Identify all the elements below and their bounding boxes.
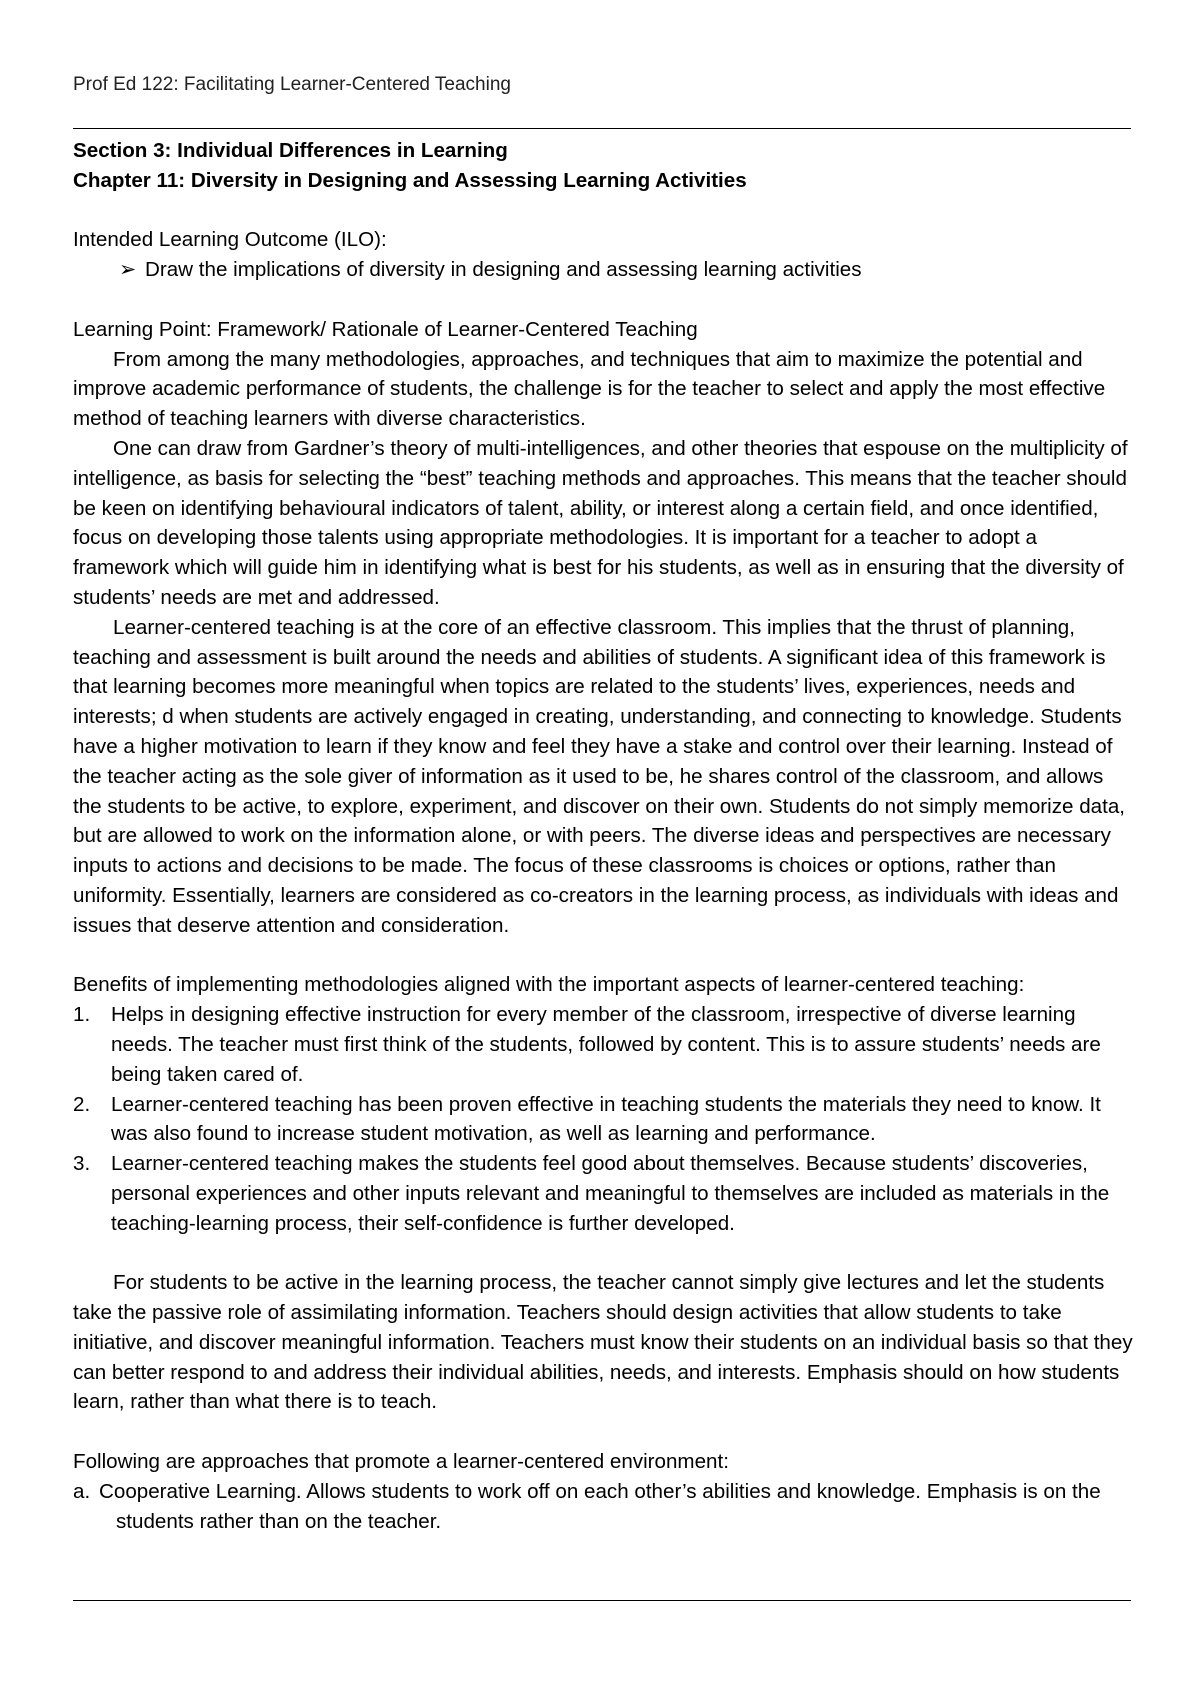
list-item-text: Helps in designing effective instruction for every member of the classroom, irrespective of diverse learning needs. The teacher must first think of the students, followed by content. This is to assure students’ needs are being taken cared of. xyxy=(111,1003,1101,1086)
running-header: Prof Ed 122: Facilitating Learner-Centered Teaching xyxy=(73,74,511,95)
spacer xyxy=(73,196,1133,226)
approaches-heading: Following are approaches that promote a learner-centered environment: xyxy=(73,1450,729,1474)
list-item-text: Cooperative Learning. Allows students to work off on each other’s abilities and knowledge. Emphasis is on the students rather than on the teacher. xyxy=(99,1479,1101,1533)
document-page xyxy=(73,0,1131,1696)
spacer xyxy=(73,1417,1133,1447)
list-item xyxy=(73,1000,1133,1089)
body-paragraph: For students to be active in the learning process, the teacher cannot simply give lectures and let the students take the passive role of assimilating information. Teachers should design activities that allow students to take initiative, and discover meaningful information. Teachers must know their students on an individual basis so that they can better respond to and address their individual abilities, needs, and interests. Emphasis should on how students learn, rather than what there is to teach. xyxy=(73,1271,1133,1414)
spacer xyxy=(73,1238,1133,1268)
ilo-item-text: Draw the implications of diversity in designing and assessing learning activities xyxy=(145,258,862,282)
list-item-text: Learner-centered teaching has been proven effective in teaching students the materials they need to know. It was also found to increase student motivation, as well as learning and performance. xyxy=(111,1092,1101,1146)
list-number: 2. xyxy=(73,1092,91,1116)
document-body xyxy=(73,136,1133,1536)
body-paragraph: One can draw from Gardner’s theory of multi-intelligences, and other theories that espouse on the multiplicity of intelligence, as basis for selecting the “best” teaching methods and approaches. This means that the teacher should be keen on identifying behavioural indicators of talent, ability, or interest along a certain field, and once identified, focus on developing those talents using appropriate methodologies. It is important for a teacher to adopt a framework which will guide him in identifying what is best for his students, as well as in ensuring that the diversity of students’ needs are met and addressed. xyxy=(73,436,1128,609)
arrow-bullet-icon: ➢ xyxy=(119,258,137,282)
learning-point-heading: Learning Point: Framework/ Rationale of Learner-Centered Teaching xyxy=(73,317,698,341)
list-item xyxy=(73,1477,1133,1537)
chapter-title: Chapter 11: Diversity in Designing and Assessing Learning Activities xyxy=(73,168,747,192)
list-item xyxy=(73,1149,1133,1238)
section-title: Section 3: Individual Differences in Learning xyxy=(73,139,508,162)
list-item xyxy=(73,1090,1133,1150)
spacer xyxy=(73,285,1133,315)
list-item-text: Learner-centered teaching makes the students feel good about themselves. Because students’ discoveries, personal experiences and other inputs relevant and meaningful to themselves are included as materials in the teaching-learning process, their self-confidence is further developed. xyxy=(111,1152,1110,1235)
footer-rule xyxy=(73,1600,1131,1601)
benefits-heading: Benefits of implementing methodologies aligned with the important aspects of learner-centered teaching: xyxy=(73,973,1025,997)
header-rule xyxy=(73,128,1131,129)
benefits-list xyxy=(73,1000,1133,1238)
list-number: 3. xyxy=(73,1152,91,1176)
ilo-list-item xyxy=(73,255,1133,285)
ilo-heading: Intended Learning Outcome (ILO): xyxy=(73,228,387,252)
body-paragraph: Learner-centered teaching is at the core of an effective classroom. This implies that the thrust of planning, teaching and assessment is built around the needs and abilities of students. A significant idea of this framework is that learning becomes more meaningful when topics are related to the students’ lives, experiences, needs and interests; d when students are actively engaged in creating, understanding, and connecting to knowledge. Students have a higher motivation to learn if they know and feel they have a stake and control over their learning. Instead of the teacher acting as the sole giver of information as it used to be, he shares control of the classroom, and allows the students to be active, to explore, experiment, and discover on their own. Students do not simply memorize data, but are allowed to work on the information alone, or with peers. The diverse ideas and perspectives are necessary inputs to actions and decisions to be made. The focus of these classrooms is choices or options, rather than uniformity. Essentially, learners are considered as co-creators in the learning process, as individuals with ideas and issues that deserve attention and consideration. xyxy=(73,615,1125,937)
list-number: 1. xyxy=(73,1003,91,1027)
list-letter: a. xyxy=(73,1479,91,1503)
body-paragraph: From among the many methodologies, approaches, and techniques that aim to maximize the potential and improve academic performance of students, the challenge is for the teacher to select and apply the most effective method of teaching learners with diverse characteristics. xyxy=(73,347,1106,431)
spacer xyxy=(73,941,1133,971)
